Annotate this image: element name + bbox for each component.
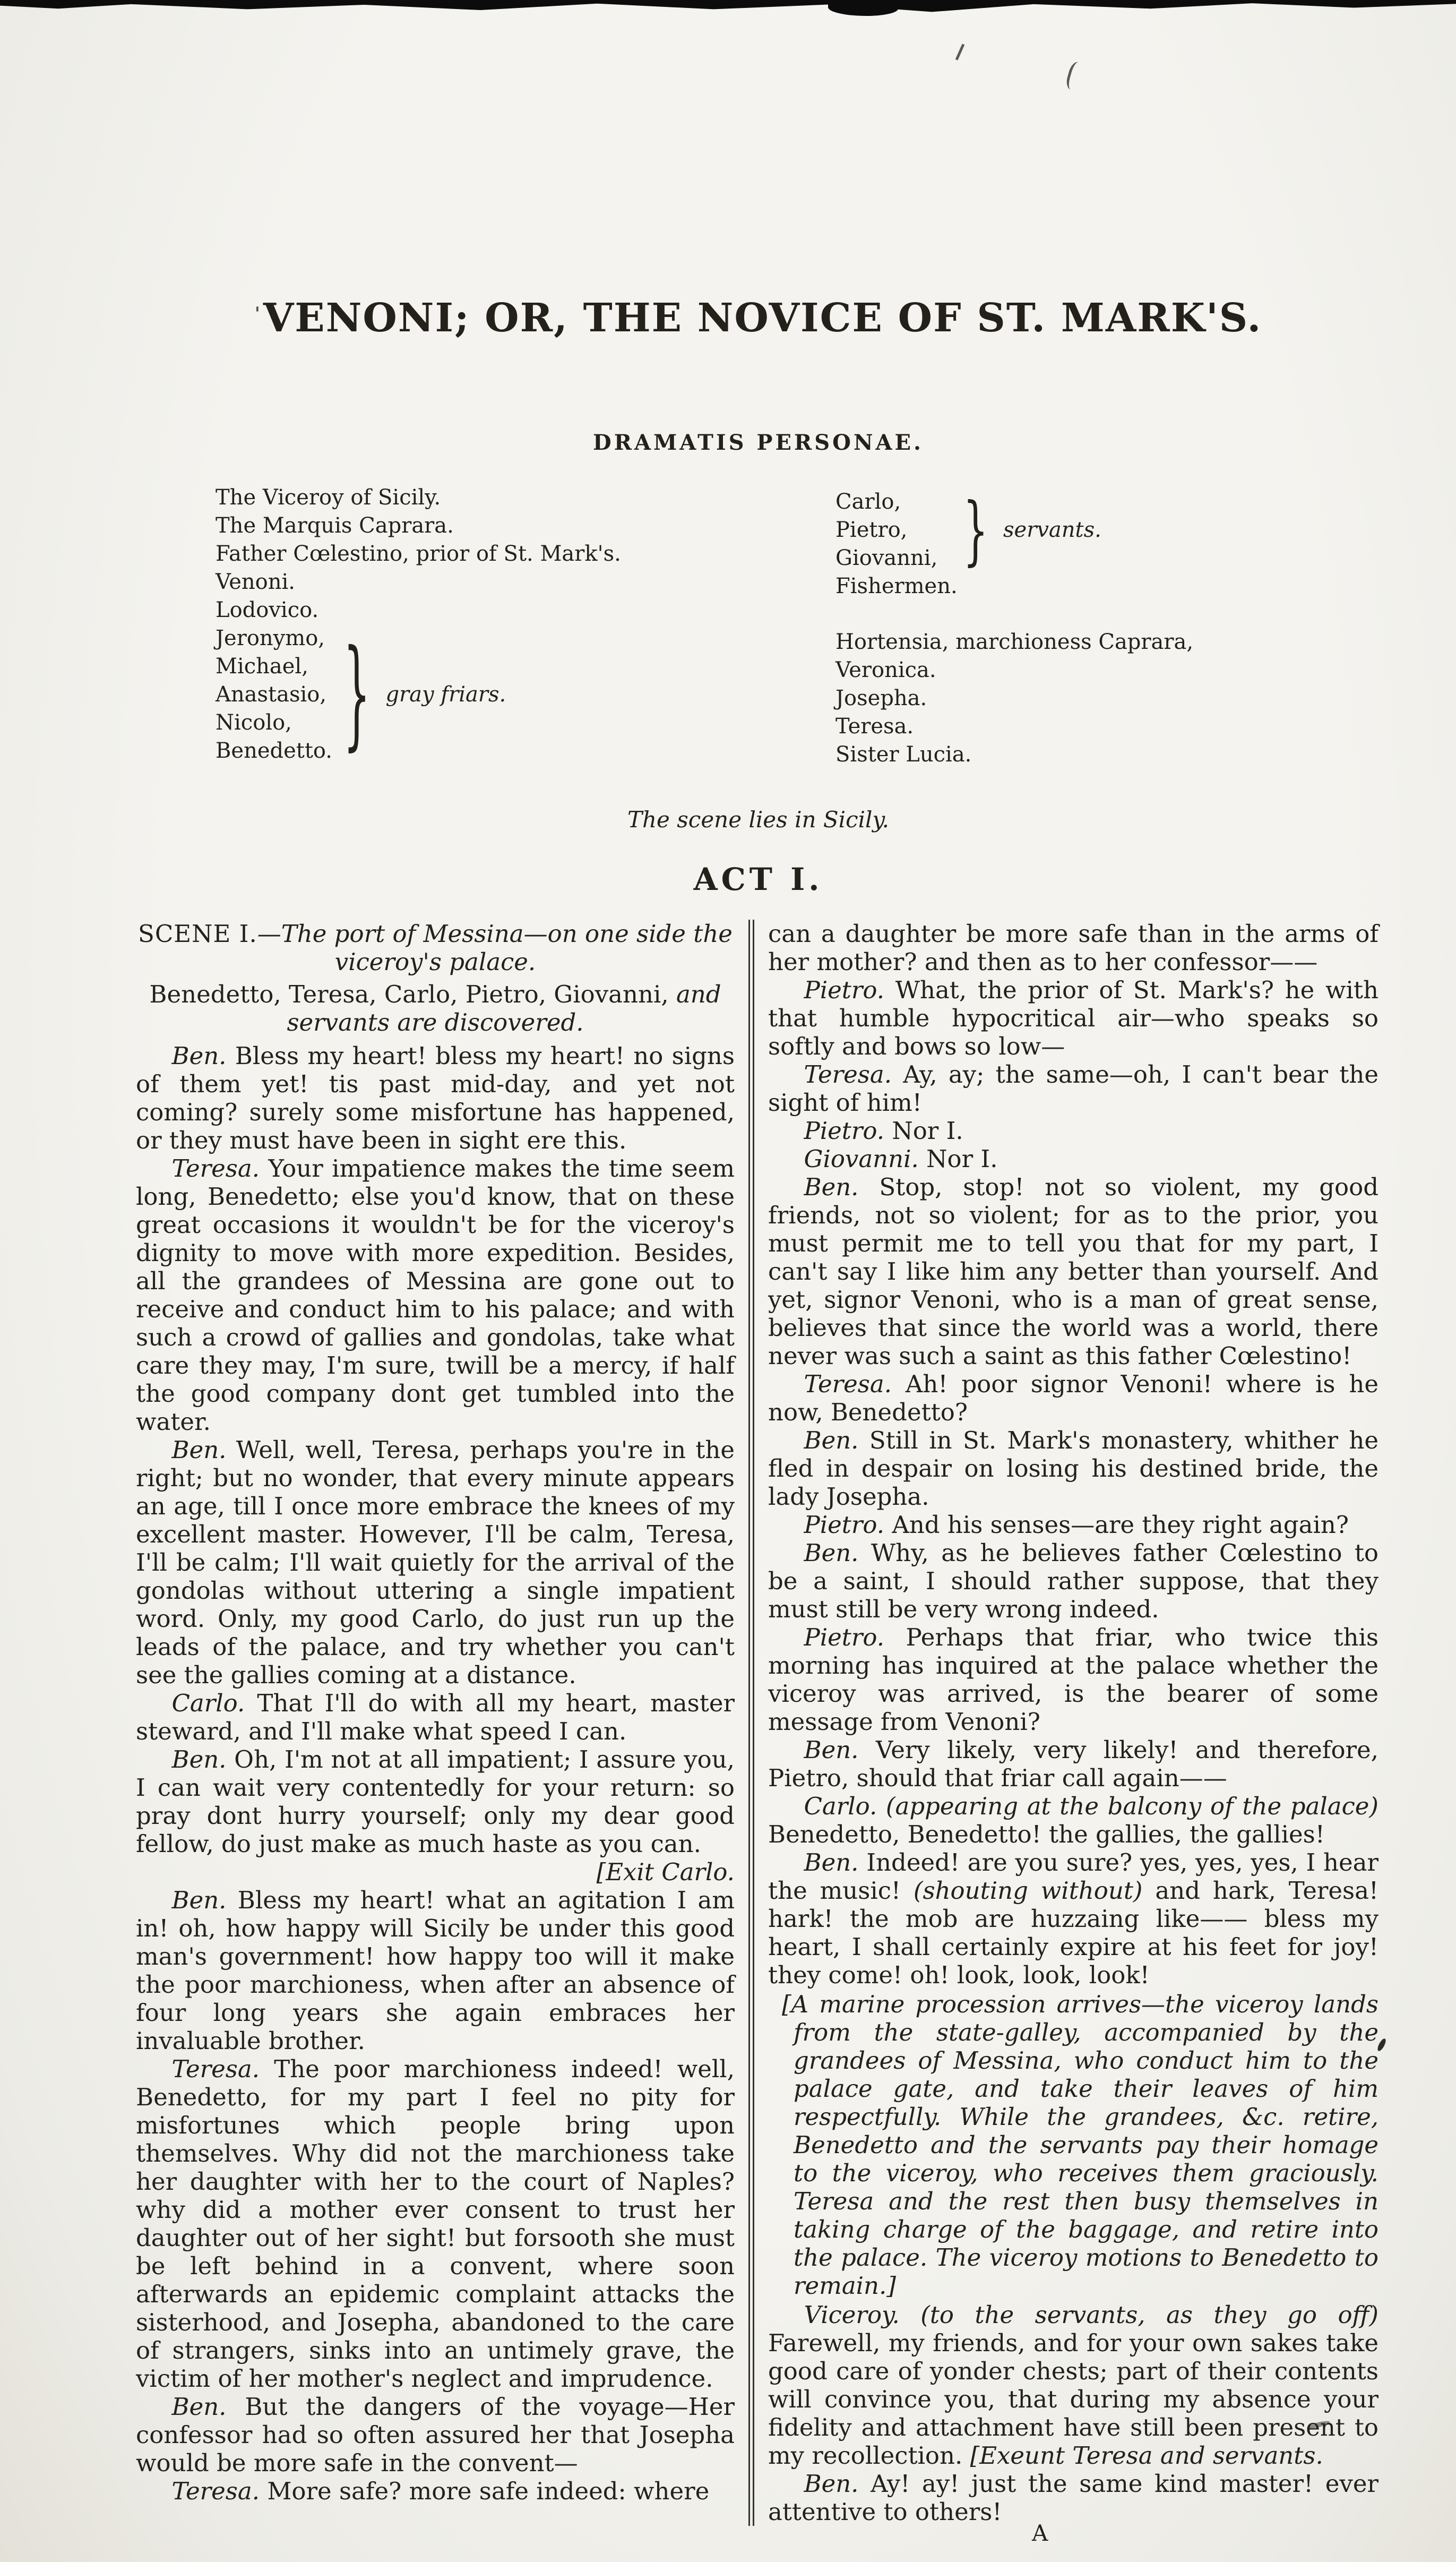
scene-number: SCENE I. <box>138 920 257 948</box>
scene-location-note: The scene lies in Sicily. <box>627 807 889 833</box>
speaker-name: Viceroy. <box>804 2301 900 2329</box>
discovered-rest: and servants are discovered. <box>287 980 721 1036</box>
cast-item: The Marquis Caprara. <box>216 513 454 538</box>
speaker-name: Giovanni. <box>804 1145 919 1173</box>
speech <box>136 1154 735 1436</box>
speech <box>768 1539 1379 1623</box>
text-column-left <box>136 920 735 2526</box>
act-heading: ACT I. <box>693 861 823 897</box>
speaker-name: Teresa. <box>171 2055 260 2083</box>
speech <box>136 2393 735 2477</box>
cast-item: Fishermen. <box>835 574 958 598</box>
ink-mark: ' <box>254 303 261 324</box>
speech <box>768 1370 1379 1426</box>
speech-text: Your impatience makes the time seem long, Benedetto; else you'd know, that on these great occasions it wouldn't be for the viceroy's dignity to move with more expedition. Besides, all the grandees of Messina are gone out to receive and conduct him to his palace; and with such a crowd of gallies and gondolas, take what care they may, I'm sure, twill be a mercy, if half the good company dont get tumbled into the water. <box>136 1154 735 1436</box>
opening-stage-direction <box>136 980 735 1036</box>
speech <box>768 1511 1379 1539</box>
speech-text: Oh, I'm not at all impatient; I assure you, I can wait very contentedly for your return: so pray dont hurry yourself; only my dear good fellow, do just make as much haste as you can. <box>136 1745 735 1858</box>
stage-direction-text: [A marine procession arrives—the viceroy lands from the state-galley, accompanied by the grandees of Messina, who conduct him to the palace gate, and take their leaves of him respectfully. While the grandees, &c. retire, Benedetto and the servants pay their homage to the viceroy, who receives them graciously. Teresa and the rest then busy themselves in taking charge of the baggage, and retire into the palace. The viceroy motions to Benedetto to remain.] <box>782 1990 1379 2300</box>
title-text: VENONI; OR, THE NOVICE OF ST. MARK'S. <box>263 295 1262 341</box>
cast-item: Anastasio, <box>216 682 327 707</box>
cast-item: Venoni. <box>216 570 295 594</box>
scene-heading <box>136 920 735 976</box>
speech <box>768 1117 1379 1145</box>
speech <box>768 1736 1379 1792</box>
speech <box>768 1848 1379 1989</box>
cast-item: Nicolo, <box>216 710 292 735</box>
speaker-name: Ben. <box>171 1042 227 1070</box>
group-label: gray friars. <box>385 682 506 707</box>
signature-mark: A <box>1032 2520 1048 2546</box>
speech-text: Still in St. Mark's monastery, whither he fled in despair on losing his destined bride, the lady Josepha. <box>768 1426 1379 1511</box>
cast-list <box>136 484 1381 784</box>
speech <box>768 1792 1379 1848</box>
cast-item: Father Cœlestino, prior of St. Mark's. <box>216 542 621 566</box>
speech-text: Ah! poor signor Venoni! where is he now, Benedetto? <box>768 1370 1379 1426</box>
speech-text: and hark, Teresa! hark! the mob are huzzaing like—— bless my heart, I shall certainly expire at his feet for joy! they come! oh! look, look, look! <box>768 1876 1379 1989</box>
servants-names <box>835 488 957 572</box>
stage-direction-inline: (appearing at the balcony of the palace) <box>877 1792 1379 1820</box>
speech-text: Bless my heart! what an agitation I am in! oh, how happy will Sicily be under this good man's government! how happy too will it make the poor marchioness, when after an absence of four long years she again embraces her invaluable brother. <box>136 1886 735 2055</box>
cast-item: Lodovico. <box>216 598 319 622</box>
speech <box>136 1689 735 1745</box>
cast-item: Teresa. <box>835 714 914 739</box>
speech <box>136 1745 735 1886</box>
speaker-name: Teresa. <box>804 1060 892 1089</box>
dramatis-personae-heading: DRAMATIS PERSONAE. <box>593 430 924 455</box>
cast-item: Pietro, <box>835 518 908 542</box>
speech <box>768 1173 1379 1370</box>
text-column-right <box>768 920 1379 2526</box>
cast-item: Veronica. <box>835 658 936 682</box>
exit-direction: [Exeunt Teresa and servants. <box>962 2441 1323 2470</box>
cast-item: Jeronymo, <box>216 626 325 650</box>
speech-text: Nor I. <box>918 1145 998 1173</box>
speaker-name: Ben. <box>804 2470 859 2498</box>
speaker-name: Ben. <box>804 1426 859 1454</box>
speech-text: More safe? more safe indeed: where <box>260 2477 710 2505</box>
speech-continuation <box>768 920 1379 976</box>
stage-direction-block <box>768 1990 1379 2300</box>
speaker-name: Ben. <box>171 2393 227 2421</box>
speech-text: Farewell, my friends, and for your own sakes take good care of yonder chests; part of their contents will convince you, that during my absence your fidelity and attachment have still been present to my recollection. <box>768 2329 1379 2470</box>
speech-text: Well, well, Teresa, perhaps you're in the right; but no wonder, that every minute appears an age, till I once more embrace the knees of my excellent master. However, I'll be calm, Teresa, I'll be calm; I'll wait quietly for the arrival of the gondolas without uttering a single impatient word. Only, my good Carlo, do just run up the leads of the palace, and try whether you can't see the gallies coming at a distance. <box>136 1436 735 1689</box>
speech <box>768 1060 1379 1117</box>
play-text-columns <box>136 920 1381 2526</box>
speech <box>136 1886 735 2055</box>
stage-direction-inline: (shouting without) <box>913 1876 1143 1905</box>
cast-item: The Viceroy of Sicily. <box>216 485 441 510</box>
play-title <box>136 295 1381 341</box>
cast-spacer <box>835 601 1193 628</box>
discovered-names: Benedetto, Teresa, Carlo, Pietro, Giovanni, <box>149 980 669 1008</box>
speech-text: Nor I. <box>884 1117 963 1145</box>
speaker-name: Ben. <box>804 1173 859 1201</box>
speech-text: That I'll do with all my heart, master steward, and I'll make what speed I can. <box>136 1689 735 1745</box>
speaker-name: Teresa. <box>171 2477 260 2505</box>
speaker-name: Pietro. <box>804 1623 885 1651</box>
exit-direction: [Exit Carlo. <box>596 1858 735 1886</box>
speech-text: But the dangers of the voyage—Her confessor had so often assured her that Josepha would be more safe in the convent— <box>136 2393 735 2477</box>
cast-item: Hortensia, marchioness Caprara, <box>835 630 1194 654</box>
speaker-name: Teresa. <box>804 1370 892 1398</box>
scene-description: —The port of Messina—on one side the viceroy's palace. <box>257 920 733 976</box>
speech <box>768 976 1379 1060</box>
speech <box>768 1426 1379 1511</box>
cast-item: Carlo, <box>835 490 901 514</box>
speaker-name: Ben. <box>804 1736 859 1764</box>
speaker-name: Ben. <box>804 1848 859 1876</box>
cast-column-left <box>216 484 621 765</box>
speech-text: And his senses—are they right again? <box>884 1511 1349 1539</box>
speech-text: Ay, ay; the same—oh, I can't bear the sight of him! <box>768 1060 1379 1117</box>
speaker-name: Teresa. <box>171 1154 260 1183</box>
speech-text: The poor marchioness indeed! well, Benedetto, for my part I feel no pity for misfortunes which people bring upon themselves. Why did not the marchioness take her daughter with her to the court of Naples? why did a mother ever consent to trust her daughter out of her sight! but forsooth she must be left behind in a convent, where soon afterwards an epidemic complaint attacks the sisterhood, and Josepha, abandoned to the care of strangers, sinks into an untimely grave, the victim of her mother's neglect and imprudence. <box>136 2055 735 2393</box>
servants-group <box>835 488 1193 572</box>
speech-text: Bless my heart! bless my heart! no signs of them yet! tis past mid-day, and yet not coming? surely some misfortune has happened, or they must have been in sight ere this. <box>136 1042 735 1154</box>
speech-text: Perhaps that friar, who twice this morning has inquired at the palace whether the viceroy was arrived, is the bearer of some message from Venoni? <box>768 1623 1379 1736</box>
page-content <box>136 0 1381 2562</box>
speaker-name: Pietro. <box>804 976 885 1004</box>
cast-item: Michael, <box>216 654 308 679</box>
curly-brace-glyph: } <box>963 486 988 574</box>
speech <box>768 2470 1379 2526</box>
speaker-name: Carlo. <box>804 1792 877 1820</box>
gray-friars-group <box>216 624 621 765</box>
speaker-name: Ben. <box>171 1745 227 1773</box>
speech <box>768 1145 1379 1173</box>
speech-text: Ay! ay! just the same kind master! ever attentive to others! <box>768 2470 1379 2526</box>
speech <box>136 2477 735 2505</box>
speech-text: Benedetto, Benedetto! the gallies, the gallies! <box>768 1820 1325 1848</box>
stage-direction-inline: (to the servants, as they go off) <box>899 2301 1379 2329</box>
speech-text: Stop, stop! not so violent, my good friends, not so violent; for as to the prior, you must permit me to tell you that for my part, I can't say I like him any better than yourself. And yet, signor Venoni, who is a man of great sense, believes that since the world was a world, there never was such a saint as this father Cœlestino! <box>768 1173 1379 1370</box>
cast-item: Sister Lucia. <box>835 742 972 767</box>
speech <box>136 1042 735 1154</box>
speech-text: Indeed! are you sure? yes, yes, yes, I hear the music! <box>768 1848 1379 1905</box>
speaker-name: Carlo. <box>171 1689 245 1717</box>
speaker-name: Ben. <box>804 1539 859 1567</box>
cast-item: Benedetto. <box>216 739 333 763</box>
speaker-name: Ben. <box>171 1886 227 1914</box>
speech-text: Why, as he believes father Cœlestino to be a saint, I should rather suppose, that they must still be very wrong indeed. <box>768 1539 1379 1623</box>
speaker-name: Pietro. <box>804 1511 885 1539</box>
speech <box>768 1623 1379 1736</box>
speech-text: What, the prior of St. Mark's? he with that humble hypocritical air—who speaks so softly and bows so low— <box>768 976 1379 1060</box>
speech-text: Very likely, very likely! and therefore, Pietro, should that friar call again—— <box>768 1736 1379 1792</box>
column-divider-rule <box>748 920 754 2526</box>
speaker-name: Pietro. <box>804 1117 885 1145</box>
cast-item: Giovanni, <box>835 546 938 570</box>
speech <box>136 2055 735 2393</box>
group-label: servants. <box>1003 518 1101 542</box>
curly-brace-glyph: } <box>343 625 371 763</box>
gray-friars-names <box>216 624 337 765</box>
speech <box>136 1436 735 1689</box>
speech-text: can a daughter be more safe than in the arms of her mother? and then as to her confessor—— <box>768 920 1379 976</box>
cast-item: Josepha. <box>835 686 927 710</box>
speech <box>768 2301 1379 2470</box>
cast-column-right <box>835 488 1193 769</box>
speaker-name: Ben. <box>171 1436 227 1464</box>
